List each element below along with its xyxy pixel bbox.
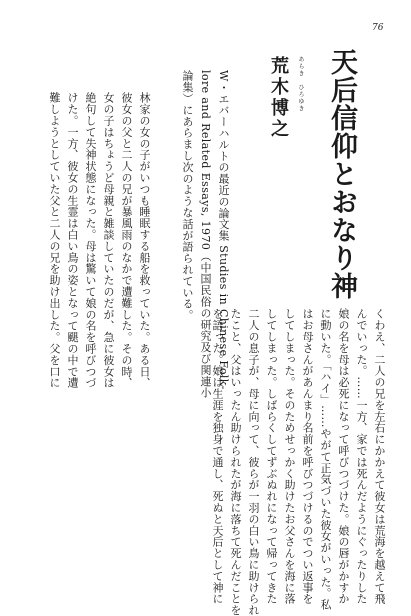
author-name: 荒木博之 bbox=[268, 56, 289, 140]
body-text-lower: くわえ、二人の兄を左右にかかえて彼女は荒海を越えて飛 んでいった。……一方、家では死んだようにぐったりした 娘の名を母は必死になって呼びつづけた。娘の唇がかすか に動いた。「ハイ」……やがて正気づいた彼女がいった。私 はお母さんがあんまり名前を呼びつづけるのでつい返事を してしまった。そのためせっかく助けたお父さんを海に落 してしまった。しばらくしてずぶぬれになって帰ってきた 二人の息子が、母に向って、彼らが一羽の白い鳥に助けられ たこと、父はいったん助けられたが海に落ちて死んだことを を語った。娘は生涯を独身で通し、死ぬと天后として神に bbox=[211, 308, 386, 616]
page-number: 76 bbox=[372, 23, 384, 33]
intro-paragraph: W・エバーハルトの最近の論文集 Studies in Chinese Folk- lore and Related Essays, 1970（中国民俗の研究及び関連小 論集）にあらまし次のような話が語られている。 bbox=[181, 70, 230, 399]
body-text-upper: 林家の女の子がいつも睡眠する船を救っていた。ある日、 彼女の父と二人の兄が暴風雨のなかで遭難した。その時、 女の子はちょうど母親と雑談していたのだが、急に彼女は 絶句して失神状態になった。母は驚いて娘の名を呼びつづ けた。一方、彼女の生霊は白い鳥の姿となって颶の中で遭 難しようとしていた父と二人の兄を助け出した。父を口に bbox=[48, 92, 151, 389]
author-reading: あらき ひろゆき bbox=[297, 56, 304, 112]
article-title: 天后信仰とおなり神 bbox=[326, 48, 357, 300]
